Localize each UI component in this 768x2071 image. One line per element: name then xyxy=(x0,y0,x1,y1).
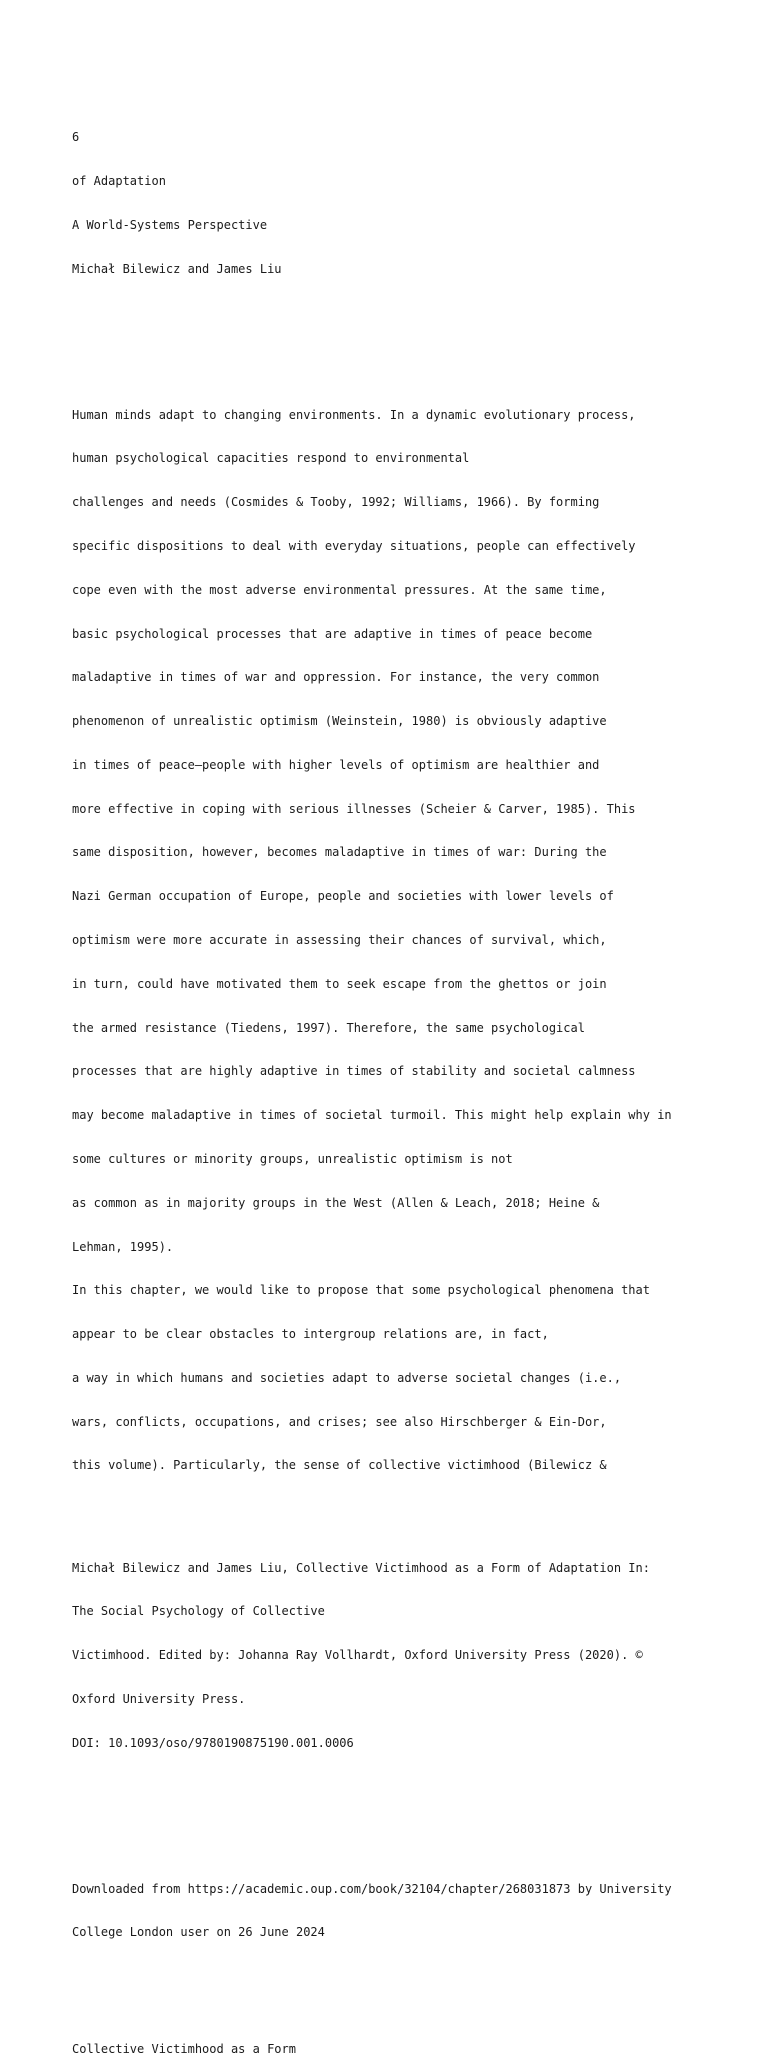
body-line: optimism were more accurate in assessing their chances of survival, which, xyxy=(72,933,607,948)
body-line: specific dispositions to deal with everyday situations, people can effectively xyxy=(72,539,636,553)
body-line: more effective in coping with serious illnesses (Scheier & Carver, 1985). This xyxy=(72,801,636,816)
body-line: some cultures or minority groups, unrealistic optimism is not xyxy=(72,1151,513,1166)
citation-line: Michał Bilewicz and James Liu, Collective Victimhood as a Form of Adaptation In: xyxy=(72,1560,650,1575)
body-line: in times of peace—people with higher levels of optimism are healthier and xyxy=(72,757,600,772)
document-page xyxy=(72,72,762,2071)
body-line: a way in which humans and societies adapt to adverse societal changes (i.e., xyxy=(72,1370,622,1385)
citation-line: The Social Psychology of Collective xyxy=(72,1604,325,1619)
running-title: Collective Victimhood as a Form xyxy=(72,2042,296,2057)
chapter-title: of Adaptation xyxy=(72,174,166,189)
body-line: Lehman, 1995). xyxy=(72,1239,174,1254)
citation-block xyxy=(72,1531,762,1779)
body-line: in turn, could have motivated them to seek escape from the ghettos or join xyxy=(72,976,607,991)
body-line: maladaptive in times of war and oppression. For instance, the very common xyxy=(72,670,600,685)
body-line: this volume). Particularly, the sense of collective victimhood (Bilewicz & xyxy=(72,1458,607,1473)
body-line: the armed resistance (Tiedens, 1997). Therefore, the same psychological xyxy=(72,1020,585,1035)
body-line: may become maladaptive in times of societal turmoil. This might help explain why in xyxy=(72,1108,672,1123)
body-line: appear to be clear obstacles to intergroup relations are, in fact, xyxy=(72,1327,549,1342)
citation-line: Victimhood. Edited by: Johanna Ray Vollhardt, Oxford University Press (2020). © xyxy=(72,1648,643,1663)
body-line: In this chapter, we would like to propose that some psychological phenomena that xyxy=(72,1283,650,1298)
body-line: cope even with the most adverse environmental pressures. At the same time, xyxy=(72,582,607,597)
chapter-authors: Michał Bilewicz and James Liu xyxy=(72,261,282,276)
chapter-subtitle: A World-Systems Perspective xyxy=(72,217,268,232)
body-line: basic psychological processes that are adaptive in times of peace become xyxy=(72,626,593,641)
body-line: as common as in majority groups in the West (Allen & Leach, 2018; Heine & xyxy=(72,1195,600,1210)
body-line: same disposition, however, becomes maladaptive in times of war: During the xyxy=(72,845,607,860)
chapter-number: 6 xyxy=(72,130,80,145)
body-line: Human minds adapt to changing environments. In a dynamic evolutionary process, xyxy=(72,407,636,422)
doi-line: DOI: 10.1093/oso/9780190875190.001.0006 xyxy=(72,1735,354,1750)
body-line: processes that are highly adaptive in times of stability and societal calmness xyxy=(72,1064,636,1079)
download-notice xyxy=(72,1852,762,1969)
body-line: phenomenon of unrealistic optimism (Weinstein, 1980) is obviously adaptive xyxy=(72,714,607,729)
download-line: College London user on 26 June 2024 xyxy=(72,1925,325,1940)
body-line: challenges and needs (Cosmides & Tooby, 1992; Williams, 1966). By forming xyxy=(72,495,600,510)
spacer xyxy=(72,1998,762,2013)
chapter-header xyxy=(72,101,762,305)
body-text xyxy=(72,378,762,1502)
spacer xyxy=(72,335,762,350)
spacer xyxy=(72,1809,762,1824)
citation-line: Oxford University Press. xyxy=(72,1691,246,1706)
body-line: wars, conflicts, occupations, and crises; see also Hirschberger & Ein-Dor, xyxy=(72,1414,607,1429)
body-line: human psychological capacities respond to environmental xyxy=(72,451,470,466)
download-line: Downloaded from https://academic.oup.com/book/32104/chapter/268031873 by University xyxy=(72,1881,672,1896)
body-line: Nazi German occupation of Europe, people and societies with lower levels of xyxy=(72,889,614,904)
